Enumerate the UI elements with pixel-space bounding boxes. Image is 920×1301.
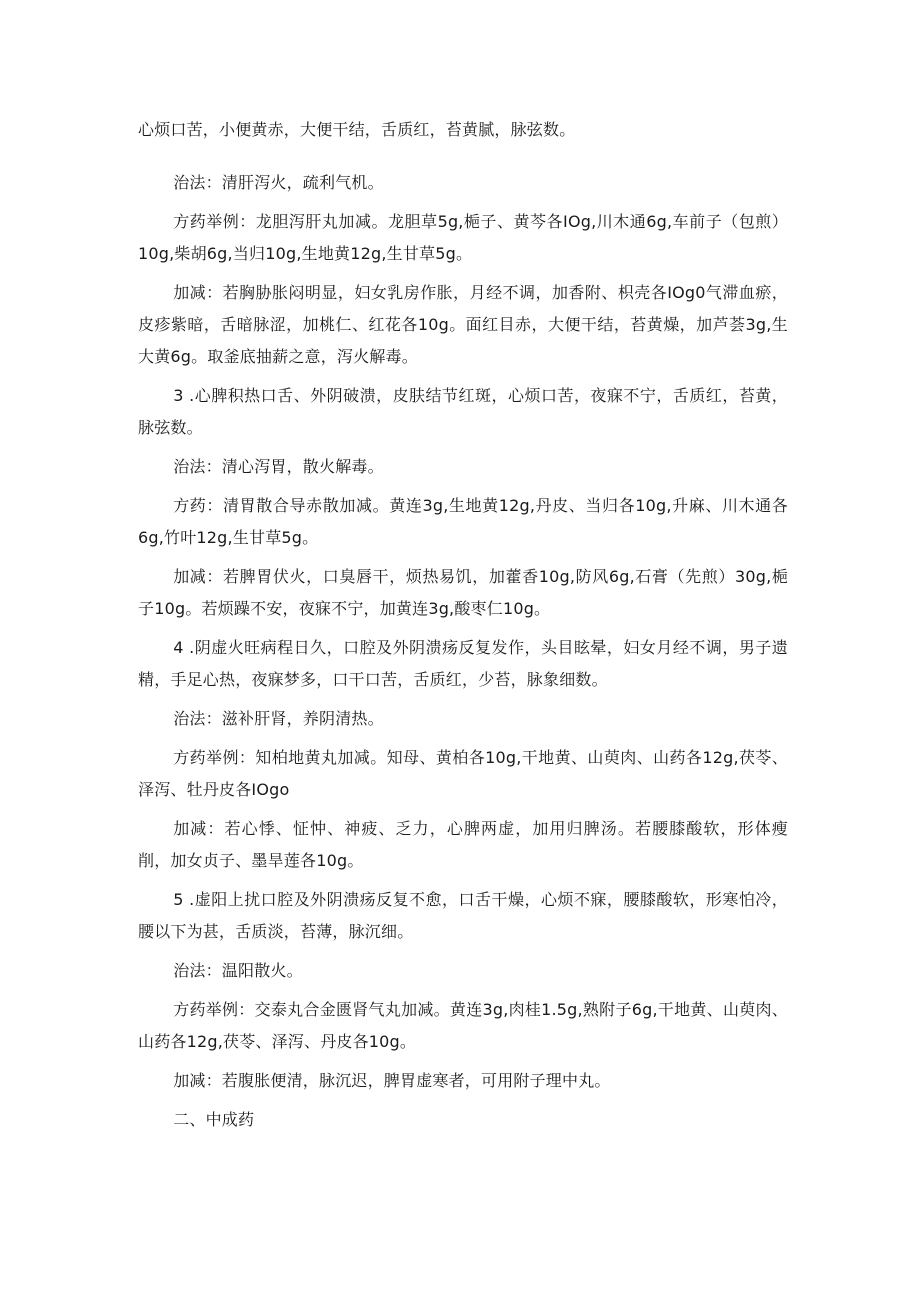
paragraph-treatment-2: 治法：清肝泻火，疏利气机。 xyxy=(173,173,384,192)
paragraph-syndrome-3: 3 .心脾积热口舌、外阴破溃，皮肤结节红斑，心烦口苦，夜寐不宁，舌质红，苔黄，脉弦数。 xyxy=(138,386,788,437)
section-heading-patent-medicine: 二、中成药 xyxy=(173,1110,255,1129)
paragraph-symptoms-continued: 心烦口苦，小便黄赤，大便干结，舌质红，苔黄腻，脉弦数。 xyxy=(138,120,576,139)
paragraph-modification-5: 加减：若腹胀便清，脉沉迟，脾胃虚寒者，可用附子理中丸。 xyxy=(173,1071,611,1090)
paragraph-treatment-5: 治法：温阳散火。 xyxy=(173,961,303,980)
paragraph-treatment-3: 治法：清心泻胃，散火解毒。 xyxy=(173,457,384,476)
paragraph-prescription-4: 方药举例：知柏地黄丸加减。知母、黄柏各10g,干地黄、山萸肉、山药各12g,茯苓、泽泻、牡丹皮各IOgo xyxy=(138,748,788,799)
paragraph-syndrome-5: 5 .虚阳上扰口腔及外阴溃疡反复不愈，口舌干燥，心烦不寐，腰膝酸软，形寒怕冷，腰以下为甚，舌质淡，苔薄，脉沉细。 xyxy=(138,890,788,941)
document-body xyxy=(138,114,788,1143)
paragraph-treatment-4: 治法：滋补肝肾，养阴清热。 xyxy=(173,709,384,728)
paragraph-modification-3: 加减：若脾胃伏火，口臭唇干，烦热易饥，加藿香10g,防风6g,石膏（先煎）30g,梔子10g。若烦躁不安，夜寐不宁，加黄连3g,酸枣仁10g。 xyxy=(138,567,788,618)
paragraph-prescription-3: 方药：清胃散合导赤散加减。黄连3g,生地黄12g,丹皮、当归各10g,升麻、川木通各6g,竹叶12g,生甘草5g。 xyxy=(138,496,788,547)
paragraph-syndrome-4: 4 .阴虚火旺病程日久，口腔及外阴溃疡反复发作，头目眩晕，妇女月经不调，男子遗精，手足心热，夜寐梦多，口干口苦，舌质红，少苔，脉象细数。 xyxy=(138,638,788,689)
paragraph-prescription-5: 方药举例：交泰丸合金匮肾气丸加减。黄连3g,肉桂1.5g,熟附子6g,干地黄、山萸肉、山药各12g,茯苓、泽泻、丹皮各10g。 xyxy=(138,1000,788,1051)
paragraph-prescription-2: 方药举例：龙胆泻肝丸加减。龙胆草5g,梔子、黄芩各IOg,川木通6g,车前子（包煎）10g,柴胡6g,当归10g,生地黄12g,生甘草5g。 xyxy=(138,212,788,263)
paragraph-modification-2: 加减：若胸胁胀闷明显，妇女乳房作胀，月经不调，加香附、枳壳各IOg0气滞血瘀，皮疹紫暗，舌暗脉涩，加桃仁、红花各10g。面红目赤，大便干结，苔黄燥，加芦荟3g,生大黄6g。取釜底抽薪之意，泻火解毒。 xyxy=(138,283,788,366)
paragraph-modification-4: 加减：若心悸、怔忡、神疲、乏力，心脾两虚，加用归脾汤。若腰膝酸软，形体瘦削，加女贞子、墨旱莲各10g。 xyxy=(138,819,788,870)
